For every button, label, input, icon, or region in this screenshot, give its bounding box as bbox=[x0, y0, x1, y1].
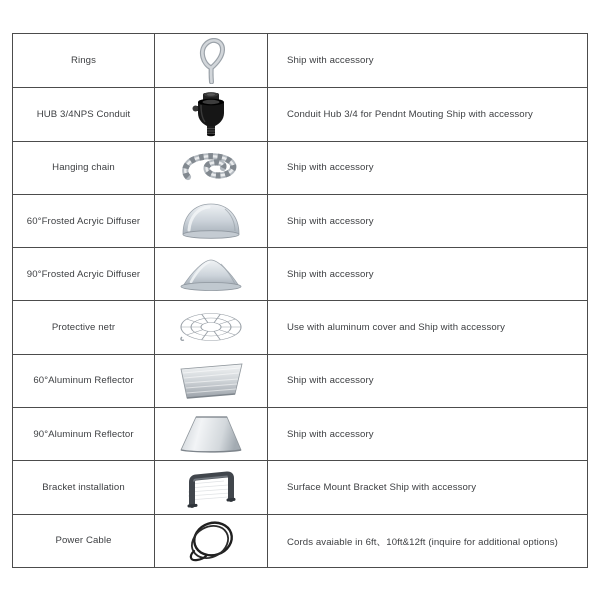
aluminum-reflector-90-icon bbox=[176, 412, 246, 456]
accessory-description: Surface Mount Bracket Ship with accessory bbox=[287, 482, 477, 494]
accessory-description: Ship with accessory bbox=[287, 375, 374, 387]
accessory-name: 60°Frosted Acryic Diffuser bbox=[26, 215, 141, 227]
table-row bbox=[13, 514, 587, 567]
table-row bbox=[13, 194, 587, 247]
accessory-description: Use with aluminum cover and Ship with accessory bbox=[287, 322, 505, 334]
accessory-image-cell bbox=[154, 515, 268, 567]
accessory-name: 90°Aluminum Reflector bbox=[33, 428, 134, 440]
hook-ring-icon bbox=[196, 38, 226, 84]
accessory-image-cell bbox=[154, 88, 268, 140]
accessory-description: Ship with accessory bbox=[287, 55, 374, 67]
accessory-name: Protective netr bbox=[51, 322, 116, 334]
table-row bbox=[13, 87, 587, 140]
accessory-image-cell bbox=[154, 408, 268, 460]
accessory-image-cell bbox=[154, 461, 268, 513]
frosted-diffuser-90-icon bbox=[177, 254, 245, 294]
accessory-image-cell bbox=[154, 195, 268, 247]
power-cable-icon bbox=[185, 517, 237, 565]
table-row bbox=[13, 354, 587, 407]
accessory-description: Ship with accessory bbox=[287, 215, 374, 227]
accessory-name: Hanging chain bbox=[52, 162, 115, 174]
accessory-image-cell bbox=[154, 142, 268, 194]
protective-net-icon bbox=[177, 308, 245, 348]
accessory-description: Cords avaiable in 6ft、10ft&12ft (inquire for additional options) bbox=[287, 536, 558, 548]
accessory-image-cell bbox=[154, 355, 268, 407]
accessory-name: 90°Frosted Acryic Diffuser bbox=[26, 268, 141, 280]
accessory-name: Power Cable bbox=[55, 535, 112, 547]
table-row bbox=[13, 34, 587, 87]
accessory-description: Ship with accessory bbox=[287, 162, 374, 174]
hanging-chain-icon bbox=[178, 148, 244, 188]
accessory-image-cell bbox=[154, 248, 268, 300]
accessory-name: 60°Aluminum Reflector bbox=[33, 375, 134, 387]
accessory-name: HUB 3/4NPS Conduit bbox=[36, 108, 131, 120]
accessory-name: Rings bbox=[70, 55, 97, 67]
accessory-image-cell bbox=[154, 301, 268, 353]
mount-bracket-icon bbox=[180, 466, 242, 510]
accessory-name: Bracket installation bbox=[42, 482, 125, 494]
aluminum-reflector-60-icon bbox=[176, 360, 246, 402]
frosted-diffuser-60-icon bbox=[179, 200, 243, 242]
table-row bbox=[13, 247, 587, 300]
table-row bbox=[13, 460, 587, 513]
conduit-hub-icon bbox=[189, 91, 233, 137]
table-row bbox=[13, 141, 587, 194]
table-row bbox=[13, 407, 587, 460]
accessory-description: Ship with accessory bbox=[287, 268, 374, 280]
table-row bbox=[13, 300, 587, 353]
accessory-description: Ship with accessory bbox=[287, 428, 374, 440]
accessory-description: Conduit Hub 3/4 for Pendnt Mouting Ship with accessory bbox=[287, 108, 533, 120]
accessory-image-cell bbox=[154, 34, 268, 87]
accessory-table bbox=[12, 33, 588, 568]
